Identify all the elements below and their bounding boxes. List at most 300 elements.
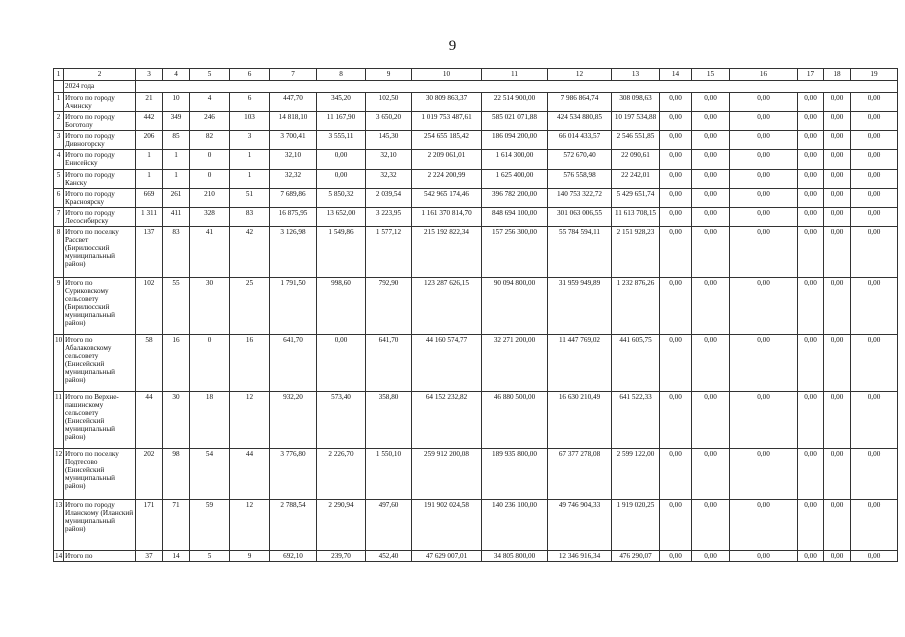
cell-value: 0,00	[851, 112, 898, 131]
cell-value: 0,00	[824, 277, 851, 334]
table-row	[54, 131, 898, 150]
table-row	[54, 391, 898, 448]
cell-value: 1	[163, 169, 190, 188]
cell-value: 14	[163, 550, 190, 561]
cell-value: 0,00	[824, 226, 851, 277]
cell-value: 411	[163, 207, 190, 226]
row-number: 4	[54, 150, 64, 169]
cell-value: 32,10	[366, 150, 412, 169]
column-header: 1	[54, 69, 64, 81]
cell-value: 0,00	[730, 169, 798, 188]
row-name: Итого по городу Лесосибирску	[64, 207, 136, 226]
cell-value: 67 377 278,08	[548, 448, 612, 499]
row-name: Итого по Абалаковскому сельсовету (Енисейский муниципальный район)	[64, 334, 136, 391]
cell-value: 186 094 200,00	[482, 131, 548, 150]
cell-value: 11 167,90	[317, 112, 366, 131]
cell-value: 669	[136, 188, 163, 207]
cell-value: 51	[230, 188, 270, 207]
table-row	[54, 150, 898, 169]
row-number: 3	[54, 131, 64, 150]
data-table	[53, 68, 898, 562]
row-name: Итого по городу Ачинску	[64, 93, 136, 112]
cell-value: 0,00	[798, 448, 824, 499]
row-name: Итого по городу Красноярску	[64, 188, 136, 207]
cell-value: 0,00	[851, 150, 898, 169]
table-row	[54, 188, 898, 207]
cell-value: 0,00	[851, 207, 898, 226]
cell-value: 3 650,20	[366, 112, 412, 131]
cell-value: 102	[136, 277, 163, 334]
cell-value: 0,00	[660, 207, 692, 226]
cell-value: 0,00	[692, 448, 730, 499]
cell-value: 3 126,98	[270, 226, 317, 277]
cell-value: 0,00	[798, 112, 824, 131]
column-header: 18	[824, 69, 851, 81]
cell-value: 442	[136, 112, 163, 131]
cell-value: 0,00	[824, 448, 851, 499]
cell-value: 1 232 876,26	[612, 277, 660, 334]
cell-value: 349	[163, 112, 190, 131]
cell-value: 239,70	[317, 550, 366, 561]
column-header: 7	[270, 69, 317, 81]
cell-value: 25	[230, 277, 270, 334]
cell-value: 0,00	[730, 131, 798, 150]
row-number: 1	[54, 93, 64, 112]
cell-value: 497,60	[366, 499, 412, 550]
row-number: 6	[54, 188, 64, 207]
column-header: 8	[317, 69, 366, 81]
column-header: 5	[190, 69, 230, 81]
row-name: Итого по поселку Рассвет (Бирилюсский муниципальный район)	[64, 226, 136, 277]
cell-value: 424 534 880,85	[548, 112, 612, 131]
cell-value: 0,00	[851, 499, 898, 550]
cell-value: 0,00	[692, 207, 730, 226]
cell-value: 0,00	[824, 188, 851, 207]
cell-value: 0,00	[851, 131, 898, 150]
cell-value: 0,00	[798, 499, 824, 550]
column-header: 13	[612, 69, 660, 81]
cell-value: 0,00	[730, 550, 798, 561]
cell-value: 1	[136, 169, 163, 188]
cell-value: 41	[190, 226, 230, 277]
cell-value: 259 912 200,08	[412, 448, 482, 499]
cell-value: 2 151 928,23	[612, 226, 660, 277]
cell-value: 0,00	[692, 550, 730, 561]
cell-value: 358,80	[366, 391, 412, 448]
cell-value: 9	[230, 550, 270, 561]
cell-value: 542 965 174,46	[412, 188, 482, 207]
column-header: 6	[230, 69, 270, 81]
cell-value: 345,20	[317, 93, 366, 112]
cell-value: 0,00	[798, 226, 824, 277]
cell-value: 308 098,63	[612, 93, 660, 112]
cell-value: 1 161 370 814,70	[412, 207, 482, 226]
column-header: 3	[136, 69, 163, 81]
cell-value: 0,00	[798, 277, 824, 334]
cell-value: 0	[190, 334, 230, 391]
column-header: 12	[548, 69, 612, 81]
cell-value: 0,00	[851, 277, 898, 334]
cell-value: 0,00	[851, 550, 898, 561]
table-row	[54, 277, 898, 334]
cell-value: 13 652,00	[317, 207, 366, 226]
cell-value: 0,00	[692, 334, 730, 391]
cell-value: 103	[230, 112, 270, 131]
column-header: 15	[692, 69, 730, 81]
cell-value: 1 625 400,00	[482, 169, 548, 188]
cell-value: 0,00	[851, 391, 898, 448]
row-number: 8	[54, 226, 64, 277]
cell-value: 641,70	[270, 334, 317, 391]
cell-value: 3 555,11	[317, 131, 366, 150]
cell-value: 32,32	[366, 169, 412, 188]
cell-value: 140 236 100,00	[482, 499, 548, 550]
cell-value: 0,00	[660, 169, 692, 188]
cell-value: 0,00	[692, 93, 730, 112]
cell-value: 0,00	[660, 93, 692, 112]
cell-value: 30	[190, 277, 230, 334]
cell-value: 123 287 626,15	[412, 277, 482, 334]
cell-value: 0,00	[692, 169, 730, 188]
cell-value: 14 818,10	[270, 112, 317, 131]
cell-value: 85	[163, 131, 190, 150]
column-header: 10	[412, 69, 482, 81]
cell-value: 0,00	[730, 391, 798, 448]
cell-value: 1	[230, 150, 270, 169]
cell-value: 18	[190, 391, 230, 448]
row-number: 5	[54, 169, 64, 188]
cell-value: 98	[163, 448, 190, 499]
row-name: Итого по городу Дивногорску	[64, 131, 136, 150]
cell-value: 0,00	[660, 334, 692, 391]
cell-value: 32 271 200,00	[482, 334, 548, 391]
cell-value: 0,00	[692, 226, 730, 277]
cell-value: 31 959 949,89	[548, 277, 612, 334]
cell-value: 0,00	[660, 277, 692, 334]
row-number: 7	[54, 207, 64, 226]
cell-value: 0,00	[824, 391, 851, 448]
cell-value: 157 256 300,00	[482, 226, 548, 277]
cell-value: 0,00	[660, 226, 692, 277]
cell-value: 0	[190, 150, 230, 169]
table-row	[54, 169, 898, 188]
cell-value: 145,30	[366, 131, 412, 150]
cell-value: 1 550,10	[366, 448, 412, 499]
cell-value: 0,00	[824, 112, 851, 131]
cell-value: 848 694 100,00	[482, 207, 548, 226]
column-header: 11	[482, 69, 548, 81]
cell-value: 246	[190, 112, 230, 131]
cell-value: 82	[190, 131, 230, 150]
table-row	[54, 334, 898, 391]
cell-value: 0,00	[798, 188, 824, 207]
cell-value: 576 558,98	[548, 169, 612, 188]
column-header: 2	[64, 69, 136, 81]
cell-value: 396 782 200,00	[482, 188, 548, 207]
column-header: 4	[163, 69, 190, 81]
row-number: 12	[54, 448, 64, 499]
cell-value: 12	[230, 499, 270, 550]
cell-value: 792,90	[366, 277, 412, 334]
cell-value: 21	[136, 93, 163, 112]
cell-value: 932,20	[270, 391, 317, 448]
table-row	[54, 448, 898, 499]
table-row	[54, 499, 898, 550]
cell-value: 476 290,07	[612, 550, 660, 561]
cell-value: 140 753 322,72	[548, 188, 612, 207]
year-label: 2024 года	[64, 81, 136, 93]
row-number: 14	[55, 551, 63, 560]
cell-value: 0,00	[851, 188, 898, 207]
column-header: 16	[730, 69, 798, 81]
cell-value: 46 880 500,00	[482, 391, 548, 448]
cell-value: 2 039,54	[366, 188, 412, 207]
cell-value: 641 522,33	[612, 391, 660, 448]
row-name: Итого по поселку Подтесово (Енисейский муниципальный район)	[64, 448, 136, 499]
cell-value: 210	[190, 188, 230, 207]
cell-value: 71	[163, 499, 190, 550]
cell-value: 3 776,80	[270, 448, 317, 499]
cell-value: 4	[190, 93, 230, 112]
cell-value: 6	[230, 93, 270, 112]
cell-value: 573,40	[317, 391, 366, 448]
cell-value: 0	[190, 169, 230, 188]
cell-value: 32,32	[270, 169, 317, 188]
cell-value: 1 549,86	[317, 226, 366, 277]
cell-value: 30	[163, 391, 190, 448]
row-number: 2	[54, 112, 64, 131]
cell-value: 44 160 574,77	[412, 334, 482, 391]
cell-value: 0,00	[824, 207, 851, 226]
column-header: 14	[660, 69, 692, 81]
cell-value: 2 546 551,85	[612, 131, 660, 150]
header-row	[54, 69, 898, 81]
cell-value: 137	[136, 226, 163, 277]
cell-value: 215 192 822,34	[412, 226, 482, 277]
cell-value: 0,00	[660, 550, 692, 561]
cell-value: 0,00	[730, 93, 798, 112]
cell-value: 0,00	[692, 499, 730, 550]
cell-value: 7 986 864,74	[548, 93, 612, 112]
cell-value: 3 700,41	[270, 131, 317, 150]
row-name: Итого по Суриковскому сельсовету (Бирилюсский муниципальный район)	[64, 277, 136, 334]
cell-value: 0,00	[798, 550, 824, 561]
cell-value: 55 784 594,11	[548, 226, 612, 277]
cell-value: 0,00	[692, 112, 730, 131]
cell-value: 254 655 185,42	[412, 131, 482, 150]
cell-value: 0,00	[851, 169, 898, 188]
cell-value: 1 919 020,25	[612, 499, 660, 550]
row-number: 11	[54, 391, 64, 448]
row-name: Итого по	[64, 550, 136, 561]
cell-value: 37	[136, 550, 163, 561]
cell-value: 42	[230, 226, 270, 277]
cell-value: 0,00	[660, 112, 692, 131]
cell-value: 0,00	[317, 334, 366, 391]
cell-value: 59	[190, 499, 230, 550]
cell-value: 0,00	[798, 334, 824, 391]
column-header: 17	[798, 69, 824, 81]
cell-value: 641,70	[366, 334, 412, 391]
cell-value: 0,00	[851, 226, 898, 277]
cell-value: 0,00	[798, 150, 824, 169]
cell-value: 0,00	[660, 188, 692, 207]
cell-value: 0,00	[660, 131, 692, 150]
cell-value: 301 063 006,55	[548, 207, 612, 226]
cell-value: 0,00	[660, 448, 692, 499]
row-number: 10	[54, 334, 64, 391]
cell-value: 0,00	[730, 207, 798, 226]
cell-value: 2 290,94	[317, 499, 366, 550]
cell-value: 0,00	[798, 131, 824, 150]
cell-value: 998,60	[317, 277, 366, 334]
table-row	[54, 207, 898, 226]
cell-value: 0,00	[317, 169, 366, 188]
row-number: 9	[54, 277, 64, 334]
cell-value: 0,00	[730, 226, 798, 277]
cell-value: 2 599 122,00	[612, 448, 660, 499]
cell-value: 1 577,12	[366, 226, 412, 277]
cell-value: 66 014 433,57	[548, 131, 612, 150]
cell-value: 0,00	[660, 391, 692, 448]
cell-value: 102,50	[366, 93, 412, 112]
row-number: 13	[54, 499, 64, 550]
cell-value: 0,00	[692, 391, 730, 448]
cell-value: 0,00	[692, 150, 730, 169]
cell-value: 0,00	[824, 169, 851, 188]
cell-value: 572 670,40	[548, 150, 612, 169]
cell-value: 202	[136, 448, 163, 499]
cell-value: 171	[136, 499, 163, 550]
cell-value: 447,70	[270, 93, 317, 112]
cell-value: 1	[136, 150, 163, 169]
table-row	[54, 93, 898, 112]
cell-value: 47 629 007,01	[412, 550, 482, 561]
cell-value: 10	[163, 93, 190, 112]
cell-value: 206	[136, 131, 163, 150]
cell-value: 0,00	[798, 391, 824, 448]
cell-value: 44	[230, 448, 270, 499]
cell-value: 16 630 210,49	[548, 391, 612, 448]
row-name: Итого по городу Иланскому (Иланский муниципальный район)	[64, 499, 136, 550]
cell-value: 0,00	[824, 499, 851, 550]
cell-value: 55	[163, 277, 190, 334]
cell-value: 22 242,01	[612, 169, 660, 188]
cell-value: 5 429 651,74	[612, 188, 660, 207]
row-name: Итого по городу Боготолу	[64, 112, 136, 131]
cell-value: 16	[163, 334, 190, 391]
cell-value: 58	[136, 334, 163, 391]
table-row	[54, 112, 898, 131]
cell-value: 54	[190, 448, 230, 499]
cell-value: 22 514 900,00	[482, 93, 548, 112]
row-name: Итого по городу Енисейску	[64, 150, 136, 169]
cell-value: 0,00	[692, 131, 730, 150]
cell-value: 22 090,61	[612, 150, 660, 169]
cell-value: 692,10	[270, 550, 317, 561]
cell-value: 1	[230, 169, 270, 188]
cell-value: 90 094 800,00	[482, 277, 548, 334]
cell-value: 0,00	[798, 207, 824, 226]
cell-value: 0,00	[692, 277, 730, 334]
cell-value: 0,00	[798, 169, 824, 188]
cell-value: 16 875,95	[270, 207, 317, 226]
page-number: 9	[448, 38, 457, 54]
cell-value: 11 613 708,15	[612, 207, 660, 226]
cell-value: 0,00	[730, 150, 798, 169]
cell-value: 83	[230, 207, 270, 226]
cell-value: 34 805 800,00	[482, 550, 548, 561]
cell-value: 12 346 916,34	[548, 550, 612, 561]
cell-value: 30 809 863,37	[412, 93, 482, 112]
cell-value: 261	[163, 188, 190, 207]
cell-value: 0,00	[730, 334, 798, 391]
row-name: Итого по Верхне-пашинскому сельсовету (Енисейский муниципальный район)	[64, 391, 136, 448]
cell-value: 0,00	[798, 93, 824, 112]
cell-value: 5 850,32	[317, 188, 366, 207]
cell-value: 452,40	[366, 550, 412, 561]
cell-value: 2 224 200,99	[412, 169, 482, 188]
cell-value: 585 021 071,88	[482, 112, 548, 131]
cell-value: 10 197 534,88	[612, 112, 660, 131]
cell-value: 0,00	[824, 334, 851, 391]
cell-value: 0,00	[851, 334, 898, 391]
cell-value: 32,10	[270, 150, 317, 169]
cell-value: 0,00	[730, 448, 798, 499]
cell-value: 441 605,75	[612, 334, 660, 391]
cell-value: 1 791,50	[270, 277, 317, 334]
cell-value: 0,00	[692, 188, 730, 207]
cell-value: 7 689,86	[270, 188, 317, 207]
cell-value: 189 935 800,00	[482, 448, 548, 499]
cell-value: 49 746 904,33	[548, 499, 612, 550]
cell-value: 11 447 769,02	[548, 334, 612, 391]
cell-value: 0,00	[660, 499, 692, 550]
cell-value: 83	[163, 226, 190, 277]
cell-value: 0,00	[317, 150, 366, 169]
cell-value: 328	[190, 207, 230, 226]
row-name: Итого по городу Канску	[64, 169, 136, 188]
cell-value: 191 902 024,58	[412, 499, 482, 550]
cell-value: 0,00	[824, 150, 851, 169]
cell-value: 1	[163, 150, 190, 169]
column-header: 9	[366, 69, 412, 81]
cell-value: 16	[230, 334, 270, 391]
cell-value: 0,00	[824, 550, 851, 561]
cell-value: 0,00	[730, 112, 798, 131]
table-row	[54, 550, 898, 561]
cell-value: 1 614 300,00	[482, 150, 548, 169]
cell-value: 44	[136, 391, 163, 448]
cell-value: 0,00	[660, 150, 692, 169]
cell-value: 0,00	[730, 188, 798, 207]
cell-value: 3	[230, 131, 270, 150]
cell-value: 0,00	[851, 93, 898, 112]
year-row	[54, 81, 898, 93]
cell-value: 12	[230, 391, 270, 448]
cell-value: 64 152 232,82	[412, 391, 482, 448]
cell-value: 3 223,95	[366, 207, 412, 226]
cell-value: 2 226,70	[317, 448, 366, 499]
cell-value: 1 311	[136, 207, 163, 226]
cell-value: 1 019 753 487,61	[412, 112, 482, 131]
cell-value: 0,00	[824, 93, 851, 112]
cell-value: 2 209 061,01	[412, 150, 482, 169]
cell-value: 0,00	[824, 131, 851, 150]
cell-value: 0,00	[730, 277, 798, 334]
cell-value: 5	[190, 550, 230, 561]
cell-value: 0,00	[851, 448, 898, 499]
